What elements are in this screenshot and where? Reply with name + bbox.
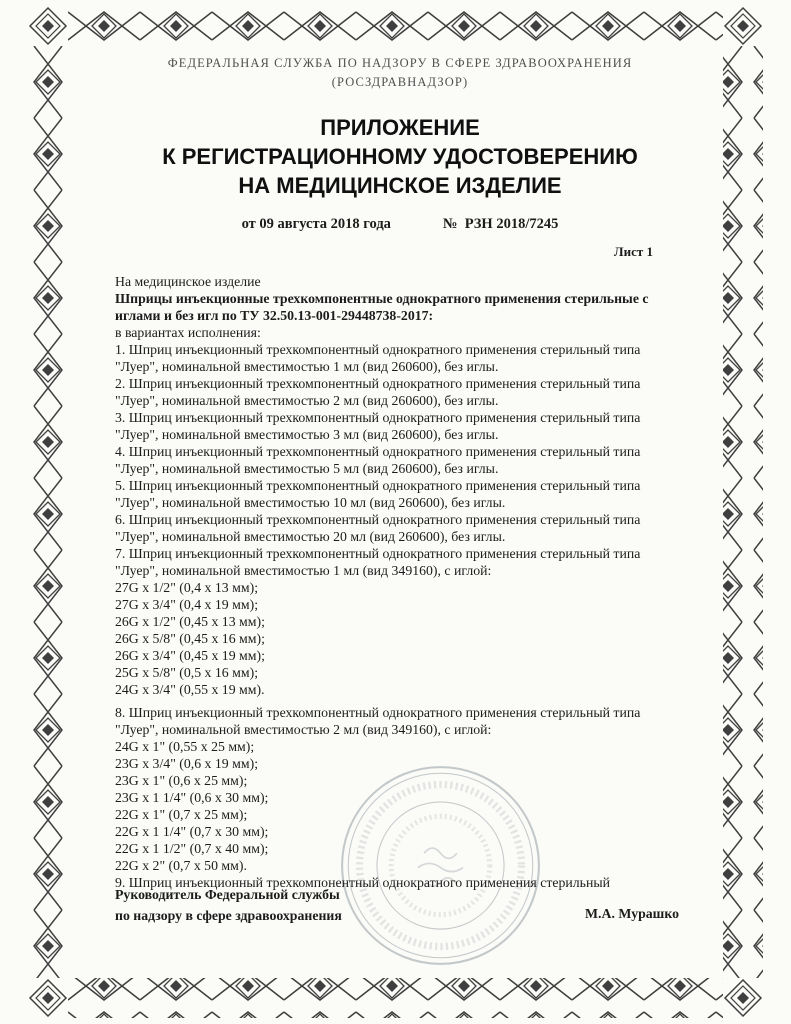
body-line: Шприцы инъекционные трехкомпонентные однократного применения стерильные с иглами и без игл по ТУ 32.50.13-001-29448738-2017:	[115, 290, 649, 323]
title-line-2: К РЕГИСТРАЦИОННОМУ УДОСТОВЕРЕНИЮ	[162, 143, 638, 169]
issue-line	[115, 216, 685, 233]
title-line-3: НА МЕДИЦИНСКОЕ ИЗДЕЛИЕ	[238, 172, 562, 198]
body-line: 27G x 1/2" (0,4 x 13 мм);	[115, 579, 259, 595]
sheet-number: Лист 1	[613, 243, 653, 259]
body-line: 3. Шприц инъекционный трехкомпонентный однократного применения стерильный типа "Луер", номинальной вместимостью 3 мл (вид 260600), без иглы.	[115, 409, 641, 442]
body-line: 7. Шприц инъекционный трехкомпонентный однократного применения стерильный типа "Луер", номинальной вместимостью 1 мл (вид 349160), с иглой:	[115, 545, 641, 578]
body-line: 24G x 1" (0,55 x 25 мм);	[115, 738, 255, 754]
title-line-1: ПРИЛОЖЕНИЕ	[320, 114, 480, 140]
corner-rosette-top-right	[725, 8, 761, 44]
body-line: 23G x 3/4" (0,6 x 19 мм);	[115, 755, 259, 771]
body-line: 8. Шприц инъекционный трехкомпонентный однократного применения стерильный типа "Луер", номинальной вместимостью 2 мл (вид 349160), с иглой:	[115, 704, 641, 737]
agency-short-name: (РОСЗДРАВНАДЗОР)	[331, 75, 469, 90]
body-line: 26G x 5/8" (0,45 x 16 мм);	[115, 630, 265, 646]
document-body	[115, 273, 685, 891]
body-line: 22G x 2" (0,7 x 50 мм).	[115, 857, 247, 873]
issue-date: от 09 августа 2018 года	[241, 215, 391, 232]
body-line: 22G x 1" (0,7 x 25 мм);	[115, 806, 248, 822]
signature-title-line-1: Руководитель Федеральной службы	[115, 887, 340, 902]
body-line: 26G x 1/2" (0,45 x 13 мм);	[115, 613, 265, 629]
body-line: На медицинское изделие	[115, 273, 261, 289]
body-line: 9. Шприц инъекционный трехкомпонентный однократного применения стерильный	[115, 874, 610, 890]
agency-name: ФЕДЕРАЛЬНАЯ СЛУЖБА ПО НАДЗОРУ В СФЕРЕ ЗДРАВООХРАНЕНИЯ	[167, 56, 633, 70]
registration-number: № РЗН 2018/7245	[442, 215, 559, 232]
signature-name: М.А. Мурашко	[585, 906, 679, 921]
body-line: 25G x 5/8" (0,5 x 16 мм);	[115, 664, 259, 680]
body-line: 23G x 1 1/4" (0,6 x 30 мм);	[115, 789, 269, 805]
body-line: в вариантах исполнения:	[115, 324, 261, 340]
corner-rosette-bottom-right	[725, 980, 761, 1016]
body-line: 5. Шприц инъекционный трехкомпонентный однократного применения стерильный типа "Луер", номинальной вместимостью 10 мл (вид 260600), без иглы.	[115, 477, 641, 510]
body-line: 23G x 1" (0,6 x 25 мм);	[115, 772, 248, 788]
signature-title-line-2: по надзору в сфере здравоохранения	[115, 908, 342, 924]
body-line: 2. Шприц инъекционный трехкомпонентный однократного применения стерильный типа "Луер", номинальной вместимостью 2 мл (вид 260600), без иглы.	[115, 375, 641, 408]
body-line: 6. Шприц инъекционный трехкомпонентный однократного применения стерильный типа "Луер", номинальной вместимостью 20 мл (вид 260600), без иглы.	[115, 511, 641, 544]
body-line: 22G x 1 1/2" (0,7 x 40 мм);	[115, 840, 269, 856]
signature-position	[115, 884, 342, 927]
body-line: 27G x 3/4" (0,4 x 19 мм);	[115, 596, 259, 612]
agency-header	[115, 54, 685, 93]
corner-rosette-top-left	[30, 8, 66, 44]
body-line: 4. Шприц инъекционный трехкомпонентный однократного применения стерильный типа "Луер", номинальной вместимостью 5 мл (вид 260600), без иглы.	[115, 443, 641, 476]
body-line: 22G x 1 1/4" (0,7 x 30 мм);	[115, 823, 269, 839]
body-line: 26G x 3/4" (0,45 x 19 мм);	[115, 647, 265, 663]
corner-rosette-bottom-left	[30, 980, 66, 1016]
document-content	[115, 54, 685, 891]
document-title	[115, 113, 685, 200]
body-line: 24G x 3/4" (0,55 x 19 мм).	[115, 681, 265, 697]
body-line: 1. Шприц инъекционный трехкомпонентный однократного применения стерильный типа "Луер", номинальной вместимостью 1 мл (вид 260600), без иглы.	[115, 341, 641, 374]
